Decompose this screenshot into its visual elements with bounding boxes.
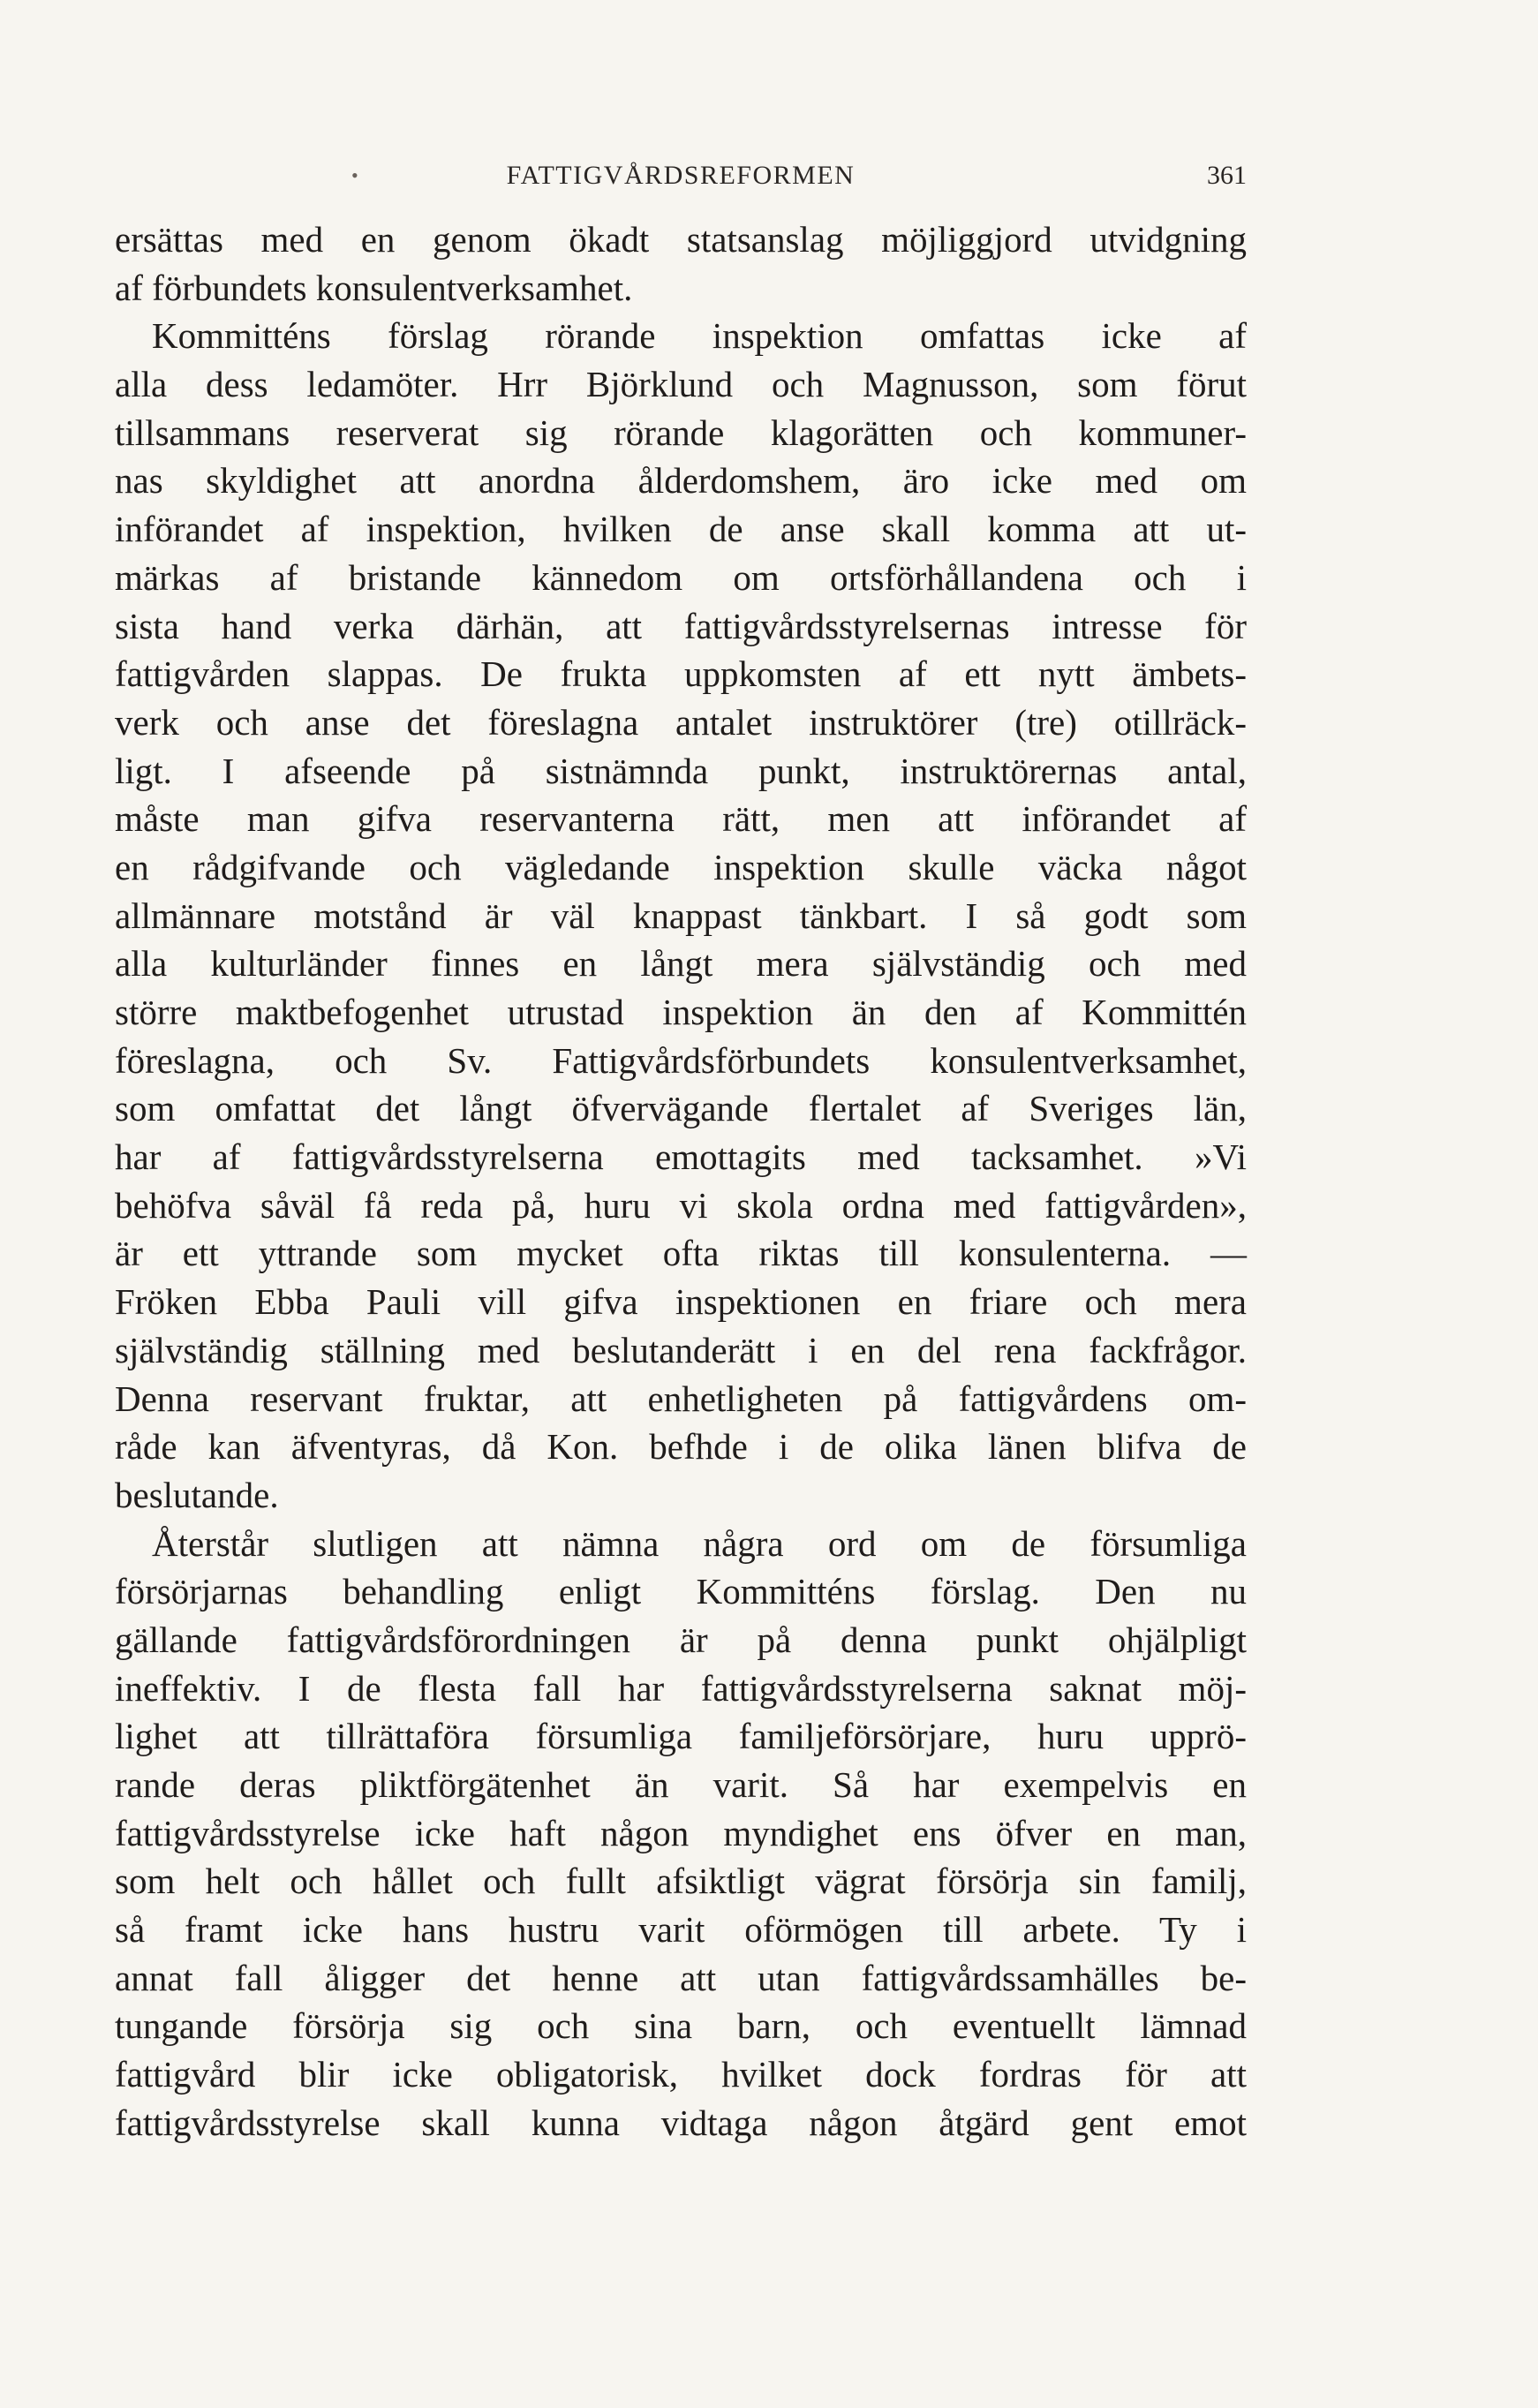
- text-line: lighet att tillrättaföra försumliga familjeförsörjare, huru upprö-: [115, 1716, 1247, 1757]
- text-line: större maktbefogenhet utrustad inspektion än den af Kommittén: [115, 992, 1247, 1032]
- text-line: så framt icke hans hustru varit oförmögen till arbete. Ty i: [115, 1909, 1247, 1951]
- text-line: ineffektiv. I de flesta fall har fattigvårdsstyrelserna saknat möj-: [115, 1667, 1247, 1709]
- body-text: [115, 215, 1247, 2148]
- text-line: allmännare motstånd är väl knappast tänkbart. I så godt som: [115, 895, 1247, 936]
- text-line: fattigvårdsstyrelse icke haft någon myndighet ens öfver en man,: [115, 1812, 1247, 1853]
- ornament-mark: •: [351, 164, 358, 186]
- text-line: är ett yttrande som mycket ofta riktas till konsulenterna. —: [115, 1233, 1247, 1274]
- text-line: Denna reservant fruktar, att enhetligheten på fattigvårdens om-: [115, 1378, 1247, 1419]
- text-line: ersättas med en genom ökadt statsanslag möjliggjord utvidgning: [115, 219, 1247, 260]
- text-line: har af fattigvårdsstyrelserna emottagits med tacksamhet. »Vi: [115, 1136, 1247, 1178]
- text-line: beslutande.: [115, 1474, 279, 1515]
- page-number: 361: [1207, 161, 1247, 190]
- text-line: gällande fattigvårdsförordningen är på denna punkt ohjälpligt: [115, 1619, 1247, 1660]
- running-header: [115, 157, 1247, 201]
- text-line: annat fall åligger det henne att utan fattigvårdssamhälles be-: [115, 1957, 1247, 1998]
- text-line: nas skyldighet att anordna ålderdomshem, äro icke med om: [115, 460, 1247, 502]
- text-line: som helt och hållet och fullt afsiktligt vägrat försörja sin familj,: [115, 1861, 1247, 1902]
- text-line: sista hand verka därhän, att fattigvårdsstyrelsernas intresse för: [115, 605, 1247, 646]
- text-line: måste man gifva reservanterna rätt, men att införandet af: [115, 798, 1247, 840]
- text-line: behöfva såväl få reda på, huru vi skola ordna med fattigvården»,: [115, 1184, 1247, 1226]
- text-line: som omfattat det långt öfvervägande flertalet af Sveriges län,: [115, 1088, 1247, 1129]
- text-line: införandet af inspektion, hvilken de anse skall komma att ut-: [115, 509, 1247, 550]
- text-line: självständig ställning med beslutanderätt i en del rena fackfrågor.: [115, 1329, 1247, 1370]
- text-line: af förbundets konsulentverksamhet.: [115, 267, 633, 308]
- text-line: en rådgifvande och vägledande inspektion skulle väcka något: [115, 846, 1247, 887]
- text-line: fattigvårdsstyrelse skall kunna vidtaga någon åtgärd gent emot: [115, 2102, 1247, 2143]
- text-line: fattigvård blir icke obligatorisk, hvilket dock fordras för att: [115, 2054, 1247, 2095]
- text-line: alla dess ledamöter. Hrr Björklund och Magnusson, som förut: [115, 364, 1247, 405]
- text-line: märkas af bristande kännedom om ortsförhållandena och i: [115, 556, 1247, 598]
- text-line: Kommitténs förslag rörande inspektion omfattas icke af: [152, 315, 1247, 357]
- text-line: ligt. I afseende på sistnämnda punkt, instruktörernas antal,: [115, 750, 1247, 791]
- text-line: försörjarnas behandling enligt Kommitténs förslag. Den nu: [115, 1571, 1247, 1612]
- text-line: Fröken Ebba Pauli vill gifva inspektionen en friare och mera: [115, 1281, 1247, 1323]
- text-line: alla kulturländer finnes en långt mera självständig och med: [115, 943, 1247, 985]
- text-line: Återstår slutligen att nämna några ord om de försumliga: [152, 1522, 1247, 1564]
- text-line: föreslagna, och Sv. Fattigvårdsförbundets konsulentverksamhet,: [115, 1039, 1247, 1081]
- text-line: rande deras pliktförgätenhet än varit. Så har exempelvis en: [115, 1764, 1247, 1805]
- text-line: råde kan äfventyras, då Kon. befhde i de olika länen blifva de: [115, 1426, 1247, 1468]
- text-line: verk och anse det föreslagna antalet instruktörer (tre) otillräck-: [115, 701, 1247, 743]
- text-line: tillsammans reserverat sig rörande klagorätten och kommuner-: [115, 411, 1247, 453]
- text-line: tungande försörja sig och sina barn, och eventuellt lämnad: [115, 2005, 1247, 2047]
- text-line: fattigvården slappas. De frukta uppkomsten af ett nytt ämbets-: [115, 653, 1247, 695]
- running-title: FATTIGVÅRDSREFORMEN: [506, 161, 856, 190]
